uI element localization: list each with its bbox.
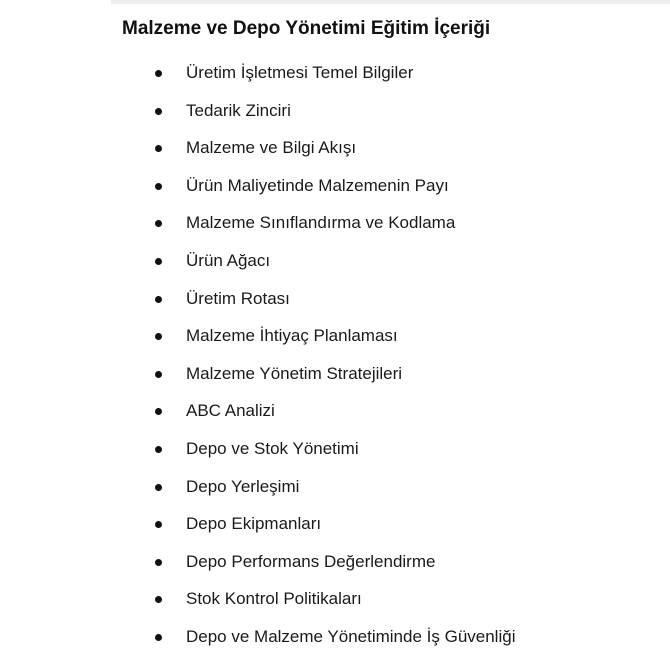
bullet-icon (155, 108, 162, 115)
bullet-icon (155, 634, 162, 641)
list-item (0, 205, 670, 243)
list-item (0, 168, 670, 206)
list-item-text: Depo Performans Değerlendirme (186, 551, 436, 571)
list-item-text: Üretim Rotası (186, 288, 290, 308)
list-item-text: Malzeme İhtiyaç Planlaması (186, 326, 398, 346)
list-item-text: Malzeme Yönetim Stratejileri (186, 363, 403, 383)
bullet-icon (155, 596, 162, 603)
list-item (0, 243, 670, 281)
list-item-text: ABC Analizi (186, 401, 275, 421)
bullet-icon (155, 70, 162, 77)
list-item-text: Ürün Maliyetinde Malzemenin Payı (186, 175, 449, 195)
bullet-icon (155, 145, 162, 152)
bullet-icon (155, 559, 162, 566)
bullet-icon (155, 183, 162, 190)
list-item-text: Depo ve Malzeme Yönetiminde İş Güvenliği (186, 626, 516, 646)
list-item (0, 544, 670, 582)
bullet-icon (155, 408, 162, 415)
bullet-icon (155, 521, 162, 528)
list-item (0, 356, 670, 394)
list-item (0, 393, 670, 431)
bullet-icon (155, 446, 162, 453)
list-item (0, 431, 670, 469)
list-item-text: Depo Ekipmanları (186, 514, 322, 534)
list-item (0, 619, 670, 657)
bullet-icon (155, 296, 162, 303)
list-item (0, 506, 670, 544)
bullet-icon (155, 371, 162, 378)
bullet-icon (155, 220, 162, 227)
list-item-text: Tedarik Zinciri (186, 100, 291, 120)
list-item (0, 55, 670, 93)
document-title: Malzeme ve Depo Yönetimi Eğitim İçeriği (122, 18, 491, 39)
list-item-text: Depo Yerleşimi (186, 476, 300, 496)
list-item (0, 93, 670, 131)
list-item (0, 281, 670, 319)
bullet-icon (155, 258, 162, 265)
list-item-text: Malzeme ve Bilgi Akışı (186, 138, 357, 158)
bullet-icon (155, 484, 162, 491)
list-item (0, 130, 670, 168)
list-item-text: Stok Kontrol Politikaları (186, 589, 362, 609)
list-item-text: Depo ve Stok Yönetimi (186, 438, 359, 458)
list-item-text: Üretim İşletmesi Temel Bilgiler (186, 63, 414, 82)
training-content-list (0, 55, 670, 657)
list-item-text: Malzeme Sınıflandırma ve Kodlama (186, 213, 456, 233)
list-item-text: Ürün Ağacı (186, 250, 271, 270)
list-item (0, 318, 670, 356)
list-item (0, 469, 670, 507)
list-item (0, 581, 670, 619)
bullet-icon (155, 333, 162, 340)
